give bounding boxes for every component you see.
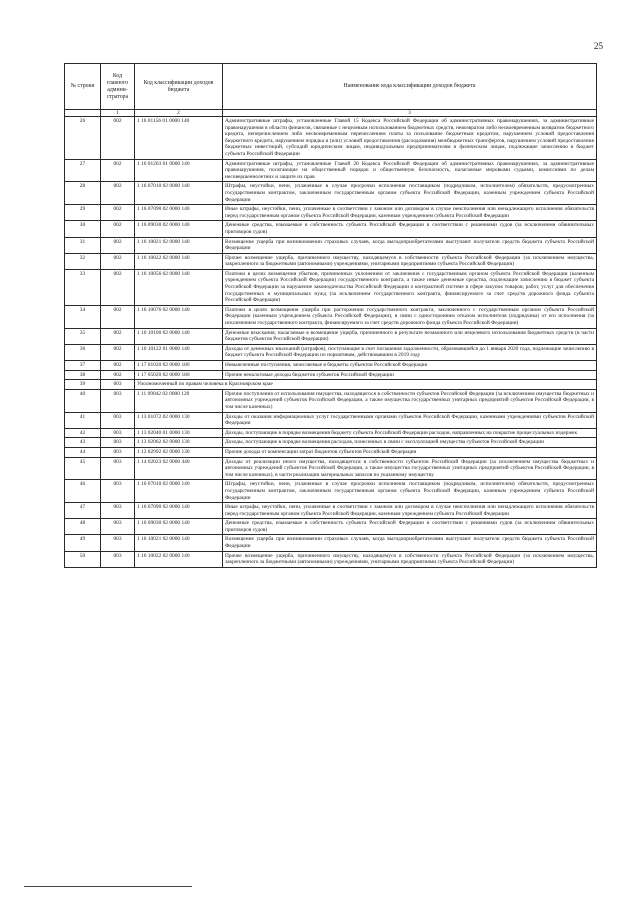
row-classification-code: 1 17 05020 02 0000 180 bbox=[135, 370, 223, 380]
row-classification-name: Денежные средства, изымаемые в собственность субъекта Российской Федерации в соответствии с решениями судов (за исключением обвинительных приговоров судов) bbox=[223, 519, 597, 535]
table-row bbox=[65, 428, 597, 438]
table-row bbox=[65, 361, 597, 371]
row-number: 45 bbox=[65, 457, 101, 480]
table-row bbox=[65, 328, 597, 344]
row-classification-name: Невыясненные поступления, зачисляемые в бюджеты субъектов Российской Федерации bbox=[223, 361, 597, 371]
row-classification-name: Прочее возмещение ущерба, причиненного имуществу, находящемуся в собственности субъекта Российской Федерации (за исключением имущества, закрепленного за бюджетными (автономными) учреждениями, унитарными предприятиями субъекта Российской Федерации) bbox=[223, 253, 597, 269]
row-number: 44 bbox=[65, 447, 101, 457]
row-number: 39 bbox=[65, 380, 101, 390]
table-row bbox=[65, 305, 597, 328]
row-admin-code: 002 bbox=[101, 305, 135, 328]
row-admin-code: 002 bbox=[101, 182, 135, 205]
row-classification-code: 1 16 10022 02 0000 140 bbox=[135, 253, 223, 269]
row-classification-name: Доходы от оказания информационных услуг государственными органами субъектов Российской Федерации, казенными учреждениями субъектов Российской Федерации bbox=[223, 412, 597, 428]
row-number: 28 bbox=[65, 182, 101, 205]
row-classification-name: Возмещение ущерба при возникновении страховых случаев, когда выгодоприобретателями выступают получатели средств бюджета субъекта Российской Федерации bbox=[223, 237, 597, 253]
row-number: 49 bbox=[65, 535, 101, 551]
row-number: 27 bbox=[65, 159, 101, 182]
row-number: 29 bbox=[65, 205, 101, 221]
row-admin-code: 003 bbox=[101, 447, 135, 457]
row-admin-code: 003 bbox=[101, 412, 135, 428]
row-classification-code: 1 13 02040 01 0000 130 bbox=[135, 428, 223, 438]
row-admin-code: 003 bbox=[101, 438, 135, 448]
row-admin-code: 003 bbox=[101, 480, 135, 503]
row-classification-code: 1 16 10122 01 0000 140 bbox=[135, 344, 223, 360]
row-admin-code: 002 bbox=[101, 237, 135, 253]
row-admin-code: 003 bbox=[101, 389, 135, 412]
table-section-row bbox=[65, 380, 597, 390]
row-admin-code: 003 bbox=[101, 457, 135, 480]
row-number: 42 bbox=[65, 428, 101, 438]
row-number: 43 bbox=[65, 438, 101, 448]
row-classification-code: 1 16 09030 02 0000 140 bbox=[135, 221, 223, 237]
row-admin-code: 003 bbox=[101, 380, 135, 390]
row-classification-name: Административные штрафы, установленные Главой 15 Кодекса Российской Федерации об административных правонарушениях, за административные правонарушения в области финансов, связанные с нецелевым использованием бюджетных средств, невозвратом либо несвоевременным возвратом бюджетного кредита, неперечислением либо несвоевременным перечислением платы за пользование бюджетным кредитом, нарушением условий предоставления бюджетного кредита, нарушением порядка и (или) условий предоставления (расходования) межбюджетных трансфертов, нарушением условий предоставления бюджетных инвестиций, субсидий юридическим лицам, индивидуальным предпринимателям и физическим лицам, подлежащие зачислению в бюджет субъекта Российской Федерации bbox=[223, 117, 597, 160]
row-classification-name: Прочее возмещение ущерба, причиненного имуществу, находящемуся в собственности субъекта Российской Федерации (за исключением имущества, закрепленного за бюджетными (автономными) учреждениями, унитарными предприятиями субъекта Российской Федерации) bbox=[223, 551, 597, 567]
row-classification-name: Иные штрафы, неустойки, пени, уплаченные в соответствии с законом или договором в случае неисполнения или ненадлежащего исполнения обязательств перед государственным органом субъекта Российской Федерации, казенным учреждением субъекта Российской Федерации bbox=[223, 205, 597, 221]
row-number: 32 bbox=[65, 253, 101, 269]
table-row bbox=[65, 480, 597, 503]
table-row bbox=[65, 457, 597, 480]
row-admin-code: 002 bbox=[101, 370, 135, 380]
row-classification-code: 1 16 10021 02 0000 140 bbox=[135, 535, 223, 551]
row-number: 35 bbox=[65, 328, 101, 344]
header-admin-code: Код главного админи-стратора bbox=[101, 64, 135, 110]
table-row bbox=[65, 253, 597, 269]
row-classification-code: 1 16 01156 01 0000 140 bbox=[135, 117, 223, 160]
row-admin-code: 002 bbox=[101, 328, 135, 344]
header-classification-name: Наименование кода классификации доходов бюджета bbox=[223, 64, 597, 110]
row-classification-code: 1 16 07090 02 0000 140 bbox=[135, 205, 223, 221]
row-admin-code: 003 bbox=[101, 535, 135, 551]
column-number-3: 3 bbox=[223, 110, 597, 117]
row-classification-name: Доходы от реализации иного имущества, находящегося в собственности субъектов Российской Федерации (за исключением имущества бюджетных и автономных учреждений субъектов Российской Федерации, а также имущества государственных унитарных предприятий субъектов Российской Федерации, в том числе казенных), в части реализации материальных запасов по указанному имуществу bbox=[223, 457, 597, 480]
row-classification-code: 1 16 07010 02 0000 140 bbox=[135, 182, 223, 205]
row-classification-code: 1 11 09042 02 0000 120 bbox=[135, 389, 223, 412]
row-admin-code: 002 bbox=[101, 344, 135, 360]
row-admin-code: 002 bbox=[101, 221, 135, 237]
row-number: 33 bbox=[65, 269, 101, 305]
revenue-classification-table bbox=[64, 63, 597, 568]
row-classification-code: 1 16 10100 02 0000 140 bbox=[135, 328, 223, 344]
row-admin-code: 002 bbox=[101, 361, 135, 371]
row-classification-code: 1 14 02023 02 0000 440 bbox=[135, 457, 223, 480]
row-classification-code: 1 13 01072 02 0000 130 bbox=[135, 412, 223, 428]
row-classification-name: Иные штрафы, неустойки, пени, уплаченные в соответствии с законом или договором в случае неисполнения или ненадлежащего исполнения обязательств перед государственным органом субъекта Российской Федерации, казенным учреждением субъекта Российской Федерации bbox=[223, 503, 597, 519]
column-number-2: 2 bbox=[135, 110, 223, 117]
row-admin-code: 003 bbox=[101, 551, 135, 567]
header-row-number: № строки bbox=[65, 64, 101, 110]
table-row bbox=[65, 269, 597, 305]
row-number: 37 bbox=[65, 361, 101, 371]
row-number: 26 bbox=[65, 117, 101, 160]
row-classification-code: 1 16 10056 02 0000 140 bbox=[135, 269, 223, 305]
row-admin-code: 003 bbox=[101, 428, 135, 438]
column-number-1: 1 bbox=[101, 110, 135, 117]
column-number-row bbox=[65, 110, 597, 117]
row-classification-name: Денежные средства, изымаемые в собственность субъекта Российской Федерации в соответствии с решениями судов (за исключением обвинительных приговоров судов) bbox=[223, 221, 597, 237]
row-number: 47 bbox=[65, 503, 101, 519]
row-classification-name: Возмещение ущерба при возникновении страховых случаев, когда выгодоприобретателями выступают получатели средств бюджета субъекта Российской Федерации bbox=[223, 535, 597, 551]
row-admin-code: 003 bbox=[101, 519, 135, 535]
table-row bbox=[65, 389, 597, 412]
table-row bbox=[65, 221, 597, 237]
row-classification-code: 1 16 01203 01 0000 140 bbox=[135, 159, 223, 182]
column-number-0 bbox=[65, 110, 101, 117]
row-number: 41 bbox=[65, 412, 101, 428]
table-row bbox=[65, 117, 597, 160]
table-row bbox=[65, 159, 597, 182]
row-classification-code: 1 13 02992 02 0000 130 bbox=[135, 447, 223, 457]
table-row bbox=[65, 535, 597, 551]
row-classification-code: 1 16 10076 02 0000 140 bbox=[135, 305, 223, 328]
row-number: 36 bbox=[65, 344, 101, 360]
header-classification-code: Код классификации доходов бюджета bbox=[135, 64, 223, 110]
row-classification-code: 1 16 07010 02 0000 140 bbox=[135, 480, 223, 503]
row-number: 30 bbox=[65, 221, 101, 237]
row-classification-name: Штрафы, неустойки, пени, уплаченные в случае просрочки исполнения поставщиком (подрядчиком, исполнителем) обязательств, предусмотренных государственным контрактом, заключенным государственным органом субъекта Российской Федерации, казенным учреждением субъекта Российской Федерации bbox=[223, 480, 597, 503]
row-number: 48 bbox=[65, 519, 101, 535]
row-classification-name: Доходы от денежных взысканий (штрафов), поступающие в счет погашения задолженности, образовавшейся до 1 января 2020 года, подлежащие зачислению в бюджет субъекта Российской Федерации по нормативам, действовавшим в 2019 году bbox=[223, 344, 597, 360]
table-row bbox=[65, 370, 597, 380]
row-classification-name: Доходы, поступающие в порядке возмещения расходов, понесенных в связи с эксплуатацией имущества субъектов Российской Федерации bbox=[223, 438, 597, 448]
table-row bbox=[65, 412, 597, 428]
row-admin-code: 003 bbox=[101, 503, 135, 519]
row-number: 50 bbox=[65, 551, 101, 567]
table-row bbox=[65, 447, 597, 457]
table-row bbox=[65, 205, 597, 221]
row-admin-code: 002 bbox=[101, 159, 135, 182]
row-admin-code: 002 bbox=[101, 253, 135, 269]
row-admin-code: 002 bbox=[101, 269, 135, 305]
row-number: 38 bbox=[65, 370, 101, 380]
row-admin-code: 002 bbox=[101, 205, 135, 221]
row-classification-name: Прочие неналоговые доходы бюджетов субъектов Российской Федерации bbox=[223, 370, 597, 380]
row-classification-name: Административные штрафы, установленные Главой 20 Кодекса Российской Федерации об административных правонарушениях, за административные правонарушения, посягающие на общественный порядок и общественную безопасность, налагаемые мировыми судьями, комиссиями по делам несовершеннолетних и защите их прав bbox=[223, 159, 597, 182]
table-row bbox=[65, 551, 597, 567]
page-number: 25 bbox=[594, 41, 603, 51]
row-classification-code: 1 16 09030 02 0000 140 bbox=[135, 519, 223, 535]
footer-rule bbox=[24, 886, 192, 887]
row-classification-name: Доходы, поступающие в порядке возмещения бюджету субъекта Российской Федерации расходов, направленных на покрытие процессуальных издержек bbox=[223, 428, 597, 438]
row-classification-code: 1 16 10021 02 0000 140 bbox=[135, 237, 223, 253]
row-admin-code: 002 bbox=[101, 117, 135, 160]
row-classification-name: Платежи в целях возмещения ущерба при расторжении государственного контракта, заключенного с государственным органом субъекта Российской Федерации (казенным учреждением субъекта Российской Федерации), в связи с односторонним отказом исполнителя (подрядчика) от его исполнения (за исключением государственного контракта, финансируемого за счет средств дорожного фонда субъекта Российской Федерации) bbox=[223, 305, 597, 328]
table-header-row bbox=[65, 64, 597, 110]
table-row bbox=[65, 237, 597, 253]
row-number: 31 bbox=[65, 237, 101, 253]
table-row bbox=[65, 438, 597, 448]
table-row bbox=[65, 182, 597, 205]
table-row bbox=[65, 344, 597, 360]
row-classification-code: 1 13 02062 02 0000 130 bbox=[135, 438, 223, 448]
row-classification-name: Денежные взыскания, налагаемые в возмещение ущерба, причиненного в результате незаконного или нецелевого использования бюджетных средств (в части бюджетов субъектов Российской Федерации) bbox=[223, 328, 597, 344]
table-row bbox=[65, 519, 597, 535]
row-number: 34 bbox=[65, 305, 101, 328]
row-classification-code: 1 16 10022 02 0000 140 bbox=[135, 551, 223, 567]
row-number: 46 bbox=[65, 480, 101, 503]
row-classification-name: Штрафы, неустойки, пени, уплаченные в случае просрочки исполнения поставщиком (подрядчиком, исполнителем) обязательств, предусмотренных государственным контрактом, заключенным государственным органом субъекта Российской Федерации, казенным учреждением субъекта Российской Федерации bbox=[223, 182, 597, 205]
row-classification-name: Прочие доходы от компенсации затрат бюджетов субъектов Российской Федерации bbox=[223, 447, 597, 457]
row-number: 40 bbox=[65, 389, 101, 412]
row-classification-name: Прочие поступления от использования имущества, находящегося в собственности субъектов Российской Федерации (за исключением имущества бюджетных и автономных учреждений субъектов Российской Федерации, а также имущества государственных унитарных предприятий субъектов Российской Федерации, в том числе казенных) bbox=[223, 389, 597, 412]
row-classification-code: 1 17 01020 02 0000 180 bbox=[135, 361, 223, 371]
row-classification-name: Платежи в целях возмещения убытков, причиненных уклонением от заключения с государственным органом субъекта Российской Федерации (казенным учреждением субъекта Российской Федерации) государственного контракта, а также иные денежные средства, подлежащие зачислению в бюджет субъекта Российской Федерации за нарушение законодательства Российской Федерации о контрактной системе в сфере закупок товаров, работ, услуг для обеспечения государственных и муниципальных нужд (за исключением государственного контракта, финансируемого за счет средств дорожного фонда субъекта Российской Федерации) bbox=[223, 269, 597, 305]
table-row bbox=[65, 503, 597, 519]
section-title: Уполномоченный по правам человека в Красноярском крае bbox=[135, 380, 597, 390]
row-classification-code: 1 16 07090 02 0000 140 bbox=[135, 503, 223, 519]
